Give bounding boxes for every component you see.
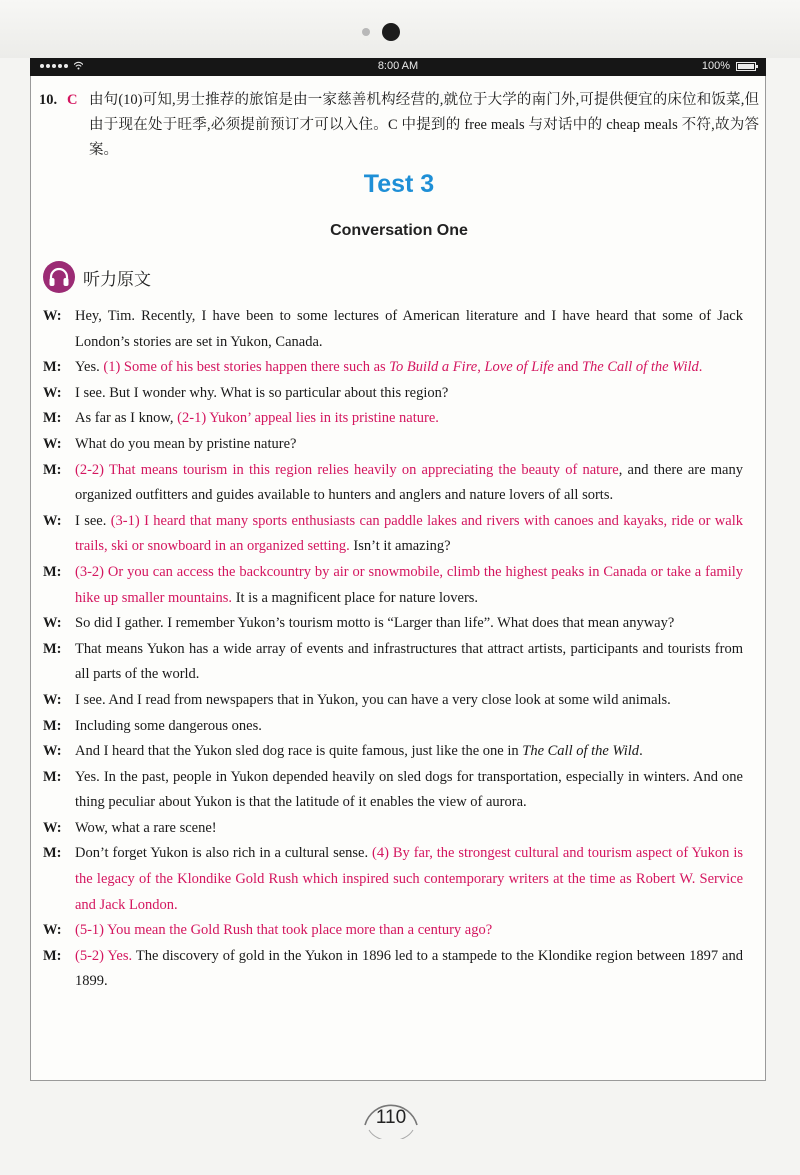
speaker-label: W: <box>43 512 62 529</box>
battery-icon <box>736 62 756 71</box>
transcript-heading <box>43 261 151 293</box>
dialogue-line <box>43 304 743 355</box>
speaker-label: M: <box>43 410 62 427</box>
dialogue-line <box>43 611 743 637</box>
line-text: That means Yukon has a wide array of events and infrastructures that attract artists, participants and tourists from all parts of the world. <box>75 640 743 683</box>
highlighted-text: (1) Some of his best stories happen there such as <box>103 359 390 376</box>
line-text: The discovery of gold in the Yukon in 1896 led to a stampede to the Klondike region between 1897 and 1899. <box>75 947 743 990</box>
answer-number: 10. <box>39 92 58 108</box>
dialogue-line <box>43 739 743 765</box>
dialogue-line <box>43 714 743 740</box>
front-camera <box>382 23 400 41</box>
speaker-label: W: <box>43 743 62 760</box>
speaker-label: M: <box>43 768 62 785</box>
section-label: 听力原文 <box>83 269 151 290</box>
highlighted-text: To Build a Fire <box>389 359 478 376</box>
dialogue-line <box>43 509 743 560</box>
line-text: Including some dangerous ones. <box>75 717 262 734</box>
speaker-label: W: <box>43 615 62 632</box>
highlighted-text: (2-1) Yukon’ appeal lies in its pristine nature. <box>177 410 439 427</box>
tablet-bezel <box>0 0 800 58</box>
line-text: So did I gather. I remember Yukon’s tourism motto is “Larger than life”. What does that mean anyway? <box>75 615 675 632</box>
dialogue-line <box>43 841 743 918</box>
dialogue-line <box>43 432 743 458</box>
page-number-text: 110 <box>375 1107 407 1128</box>
dialogue-line <box>43 458 743 509</box>
speaker-label: M: <box>43 717 62 734</box>
highlighted-text: . <box>698 359 703 376</box>
line-text: I see. And I read from newspapers that in Yukon, you can have a very close look at some wild animals. <box>75 691 671 708</box>
line-text: Hey, Tim. Recently, I have been to some lectures of American literature and I have heard that some of Jack London’s stories are set in Yukon, Canada. <box>75 308 743 350</box>
dialogue-line <box>43 765 743 816</box>
highlighted-text: (3-1) I heard that many sports enthusiasts can paddle lakes and rivers with canoes and kayaks, ride or walk trails, ski or snowboard in an organized setting. <box>75 512 743 555</box>
speaker-label: W: <box>43 819 62 836</box>
speaker-label: M: <box>43 359 62 376</box>
line-text: Yes. <box>75 359 104 376</box>
line-text: It is a magnificent place for nature lovers. <box>232 589 479 606</box>
dialogue-line <box>43 816 743 842</box>
speaker-label: W: <box>43 308 62 324</box>
conversation-title: Conversation One <box>330 222 468 239</box>
page-number <box>360 1097 422 1139</box>
dialogue-line <box>43 944 743 995</box>
highlighted-text: and <box>553 359 582 376</box>
speaker-label: W: <box>43 384 62 401</box>
dialogue-transcript <box>43 304 743 995</box>
line-text: I see. But I wonder why. What is so particular about this region? <box>75 384 449 401</box>
speaker-label: M: <box>43 947 62 964</box>
dialogue-line <box>43 918 743 944</box>
line-text: I see. <box>75 512 111 529</box>
line-text: What do you mean by pristine nature? <box>75 435 297 452</box>
highlighted-text: (5-2) Yes. <box>75 947 133 964</box>
headphones-icon <box>43 261 75 293</box>
highlighted-text: (4) By far, the strongest cultural and tourism aspect of Yukon is the legacy of the Klondike Gold Rush which inspired such contemporary writers at the time as Robert W. Service and Jack London. <box>75 845 743 913</box>
test-title: Test 3 <box>363 170 435 198</box>
status-bar <box>30 58 766 76</box>
speaker-label: M: <box>43 563 62 580</box>
highlighted-text: The Call of the Wild <box>581 359 699 376</box>
answer-letter: C <box>67 92 78 108</box>
dialogue-line <box>43 688 743 714</box>
line-text: , and there are many organized outfitters and guides available to hunters and anglers and nature lovers of all sorts. <box>75 461 743 504</box>
dialogue-line <box>43 406 743 432</box>
speaker-label: M: <box>43 461 62 478</box>
highlighted-text: , <box>477 359 485 376</box>
document-page <box>30 76 766 1081</box>
battery-percentage: 100% <box>701 60 730 72</box>
speaker-label: M: <box>43 640 62 657</box>
line-text: Don’t forget Yukon is also rich in a cultural sense. <box>75 845 373 862</box>
line-text: Wow, what a rare scene! <box>75 819 217 836</box>
highlighted-text: (3-2) Or you can access the backcountry by air or snowmobile, climb the highest peaks in Canada or take a family hike up smaller mountains. <box>75 563 743 606</box>
speaker-label: M: <box>43 845 62 862</box>
dialogue-line <box>43 560 743 611</box>
line-text: Yes. In the past, people in Yukon depended heavily on sled dogs for transportation, especially in winters. And one thing peculiar about Yukon is that the latitude of it enables the view of aurora. <box>75 768 743 811</box>
dialogue-line <box>43 637 743 688</box>
dialogue-line <box>43 355 743 381</box>
highlighted-text: (5-1) You mean the Gold Rush that took place more than a century ago? <box>75 922 493 939</box>
status-time: 8:00 AM <box>377 60 419 72</box>
sensor-dot <box>362 28 370 36</box>
answer-explanation <box>39 88 759 163</box>
answer-text: 由句(10)可知,男士推荐的旅馆是由一家慈善机构经营的,就位于大学的南门外,可提供便宜的床位和饭菜,但由于现在处于旺季,必须提前预订才可以入住。C 中提到的 free meals 与对话中的 cheap meals 不符,故为答案。 <box>89 92 759 158</box>
speaker-label: W: <box>43 922 62 939</box>
line-text: . <box>639 743 643 760</box>
line-text: As far as I know, <box>75 410 178 427</box>
line-text: Isn’t it amazing? <box>349 538 451 555</box>
line-text: The Call of the Wild <box>522 743 640 760</box>
dialogue-line <box>43 381 743 407</box>
speaker-label: W: <box>43 435 62 452</box>
line-text: And I heard that the Yukon sled dog race is quite famous, just like the one in <box>75 743 523 760</box>
speaker-label: W: <box>43 691 62 708</box>
highlighted-text: Love of Life <box>484 359 554 376</box>
highlighted-text: (2-2) That means tourism in this region relies heavily on appreciating the beauty of nature <box>75 461 619 478</box>
